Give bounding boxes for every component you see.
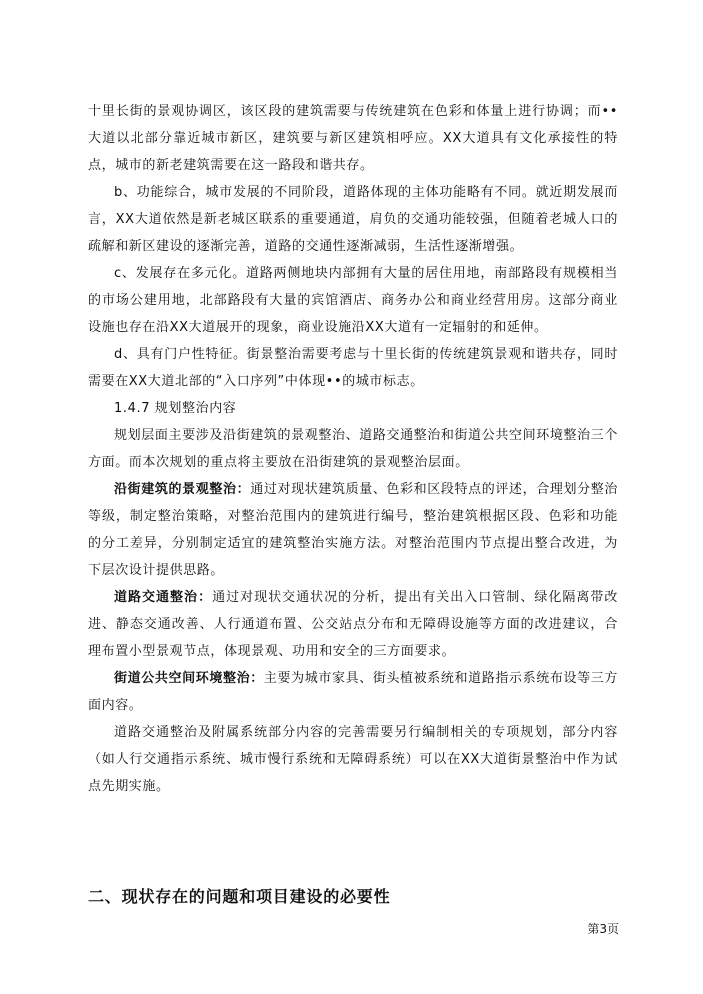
paragraph-building-landscape: [88, 476, 618, 584]
section-title: 二、现状存在的问题和项目建设的必要性: [88, 887, 391, 906]
paragraph-public-space: [88, 665, 618, 719]
paragraph-road-traffic: [88, 584, 618, 665]
paragraph-d: d、具有门户性特征。街景整治需要考虑与十里长街的传统建筑景观和谐共存，同时需要在XX大道北部的“入口序列”中体现••的城市标志。: [88, 347, 618, 389]
page-number: 第3页: [587, 922, 619, 936]
desc-public-space: 主要为城市家具、街头植被系统和道路指示系统布设等三方面内容。: [88, 671, 618, 713]
desc-road-traffic: 通过对现状交通状况的分析，提出有关出入口管制、绿化隔离带改进、静态交通改善、人行通道布置、公交站点分布和无障碍设施等方面的改进建议，合理布置小型景观节点，体现景观、功用和安全的三方面要求。: [88, 590, 618, 659]
desc-building-landscape: 通过对现状建筑质量、色彩和区段特点的评述，合理划分整治等级，制定整治策略，对整治范围内的建筑进行编号，整治建筑根据区段、色彩和功能的分工差异，分别制定适宜的建筑整治实施方法。对整治范围内节点提出整合改进，为下层次设计提供思路。: [88, 482, 618, 578]
paragraph-scope: 规划层面主要涉及沿街建筑的景观整治、道路交通整治和街道公共空间环境整治三个方面。而本次规划的重点将主要放在沿街建筑的景观整治层面。: [88, 428, 618, 470]
term-building-landscape: 沿街建筑的景观整治：: [114, 482, 251, 497]
term-public-space: 街道公共空间环境整治：: [114, 671, 264, 686]
paragraph-pilot: 道路交通整治及附属系统部分内容的完善需要另行编制相关的专项规划，部分内容（如人行交通指示系统、城市慢行系统和无障碍系统）可以在XX大道街景整治中作为试点先期实施。: [88, 725, 618, 794]
paragraph-b: b、功能综合，城市发展的不同阶段，道路体现的主体功能略有不同。就近期发展而言，XX大道依然是新老城区联系的重要通道，肩负的交通功能较强，但随着老城人口的疏解和新区建设的逐渐完善，道路的交通性逐渐减弱，生活性逐渐增强。: [88, 185, 618, 254]
paragraph-c: c、发展存在多元化。道路两侧地块内部拥有大量的居住用地，南部路段有规模相当的市场公建用地，北部路段有大量的宾馆酒店、商务办公和商业经营用房。这部分商业设施也存在沿XX大道展开的现象，商业设施沿XX大道有一定辐射的和延伸。: [88, 266, 618, 335]
subsection-heading: 1.4.7 规划整治内容: [114, 401, 237, 416]
paragraph-continuation: 十里长街的景观协调区，该区段的建筑需要与传统建筑在色彩和体量上进行协调；而••大道以北部分靠近城市新区，建筑要与新区建筑相呼应。XX大道具有文化承接性的特点，城市的新老建筑需要在这一路段和谐共存。: [88, 104, 618, 173]
body-text: [88, 98, 618, 800]
term-road-traffic: 道路交通整治：: [114, 590, 213, 605]
